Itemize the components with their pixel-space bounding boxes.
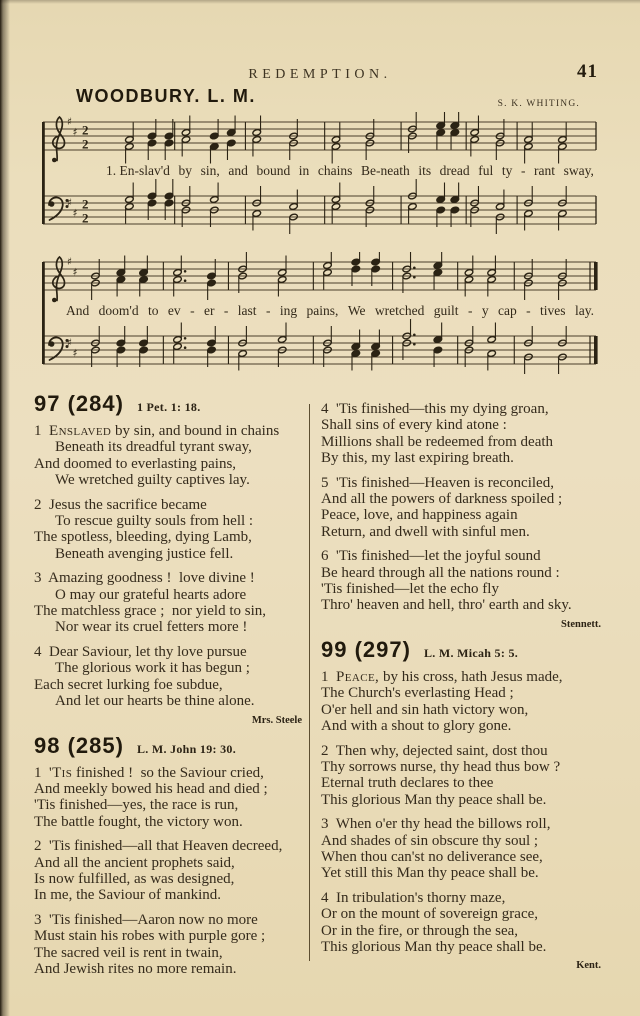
note-chord xyxy=(210,183,219,228)
verse-line: Beneath avenging justice fell. xyxy=(55,545,234,562)
note-chord xyxy=(351,252,360,286)
verse-line: The spotless, bleeding, dying Lamb, xyxy=(34,529,252,546)
verse-line: Shall sins of every kind atone : xyxy=(321,417,507,434)
sharp-sign: ♯ xyxy=(72,347,78,360)
time-signature: 2 xyxy=(82,196,89,212)
binding-shadow xyxy=(0,0,10,1016)
lyric-syllable: And xyxy=(66,303,90,318)
lyric-syllable: er xyxy=(203,303,215,318)
verse-line: And shades of sin obscure thy soul ; xyxy=(321,832,539,849)
time-signature: 2 xyxy=(82,122,89,138)
verse-line: 1 Enslaved by sin, and bound in chains xyxy=(34,423,280,439)
verse-line: 2 Then why, dejected saint, dost thou xyxy=(321,742,548,759)
verse xyxy=(321,890,606,956)
lyric-syllable: ful xyxy=(478,163,494,178)
verse xyxy=(34,570,307,636)
verse xyxy=(34,497,307,563)
verse-line: Eternal truth declares to thee xyxy=(321,775,494,792)
attribution: Mrs. Steele xyxy=(251,714,302,726)
note-chord xyxy=(450,112,459,150)
verse-line: This glorious Man thy peace shall be. xyxy=(321,791,547,808)
note-chord xyxy=(436,183,445,228)
sharp-sign: ♯ xyxy=(67,197,73,209)
verse-line: Must stain his robes with purple gore ; xyxy=(34,928,266,945)
verse-line: 3 Amazing goodness ! love divine ! xyxy=(34,570,255,587)
note-chord xyxy=(289,119,298,160)
verse xyxy=(34,765,307,831)
treble-clef-icon xyxy=(52,257,65,302)
lyric-syllable: - xyxy=(467,303,473,318)
verse xyxy=(321,548,606,614)
lyric-syllable: 1. En-slav'd xyxy=(106,163,170,178)
verse-line: 3 When o'er thy head the billows roll, xyxy=(321,816,551,833)
verse xyxy=(321,743,606,809)
note-chord xyxy=(433,252,442,290)
verse-line: 1 'Tis finished ! so the Saviour cried, xyxy=(34,764,264,781)
lyric-syllable: - xyxy=(526,303,531,318)
lyric-syllable: bound xyxy=(256,163,291,178)
verse xyxy=(34,423,307,489)
lyric-syllable: to xyxy=(148,303,159,318)
sharp-sign: ♯ xyxy=(72,266,78,279)
verse-line: 2 Jesus the sacrifice became xyxy=(34,496,207,513)
lyric-syllable: doom'd xyxy=(98,303,139,318)
verse-line: 'Tis finished—yes, the race is run, xyxy=(34,797,239,814)
lyric-syllable: y xyxy=(481,303,489,318)
sharp-sign: ♯ xyxy=(67,337,73,349)
verse-line: The matchless grace ; nor yield to sin, xyxy=(34,603,267,620)
hymn-meta: L. M. John 19: 30. xyxy=(136,741,237,756)
music-system-1 xyxy=(36,112,602,242)
running-head: REDEMPTION. xyxy=(248,67,392,82)
verse-line: And all the powers of darkness spoiled ; xyxy=(321,491,563,508)
sharp-sign: ♯ xyxy=(67,116,73,128)
verse-line: 2 'Tis finished—all that Heaven decreed, xyxy=(34,838,283,855)
verse-line: Peace, love, and happiness again xyxy=(321,507,518,524)
lyric-syllable: ev xyxy=(167,303,181,318)
verse-line: Or on the mount of sovereign grace, xyxy=(321,906,539,923)
lyric-syllable: sway, xyxy=(563,163,594,178)
small-caps-word: Peace, xyxy=(336,668,380,685)
note-chord xyxy=(408,112,417,153)
verse-line: Beneath its dreadful tyrant sway, xyxy=(55,439,252,456)
verse-line: 4 In tribulation's thorny maze, xyxy=(321,889,506,906)
verse-line: 4 Dear Saviour, let thy love pursue xyxy=(34,643,247,660)
lyric-syllable: and xyxy=(228,163,248,178)
verse xyxy=(321,475,606,541)
note-chord xyxy=(365,119,374,160)
lyric-syllable: its xyxy=(418,163,432,178)
verse-line: 5 'Tis finished—Heaven is reconciled, xyxy=(321,474,554,491)
attribution: Kent. xyxy=(576,960,601,972)
verse-line: 'Tis finished—let the echo fly xyxy=(321,581,499,598)
verse-line: The glorious work it has begun ; xyxy=(55,660,250,677)
note-chord xyxy=(487,323,496,371)
verse-line: And all the ancient prophets said, xyxy=(34,854,235,871)
note-chord xyxy=(402,252,416,293)
note-chord xyxy=(147,179,156,220)
hymn-number: 99 (297) xyxy=(321,636,411,662)
verse-line: Yet still this Man thy peace shall be. xyxy=(321,865,539,882)
system-barline xyxy=(42,122,45,224)
verse-line: In me, the Saviour of mankind. xyxy=(34,887,222,904)
hymn-meta: 1 Pet. 1: 18. xyxy=(136,400,201,414)
verse-line: O may our grateful hearts adore xyxy=(55,586,247,603)
system-barline xyxy=(42,262,45,364)
verse-line: This glorious Man thy peace shall be. xyxy=(321,938,547,955)
note-chord xyxy=(495,119,504,160)
page-top-shadow xyxy=(0,0,640,4)
hymn-number: 98 (285) xyxy=(34,732,124,758)
verse-line: O'er hell and sin hath victory won, xyxy=(321,701,529,718)
verse-line: When thou can'st no deliverance see, xyxy=(321,848,543,865)
note-chord xyxy=(323,252,332,290)
verse-line: And let our hearts be thine alone. xyxy=(55,693,255,710)
lyric-syllable: lay. xyxy=(574,303,594,318)
lyric-syllable: Be-neath xyxy=(360,163,410,178)
verse-line: Nor wear its cruel fetters more ! xyxy=(55,619,248,636)
verse-line: The sacred veil is rent in twain, xyxy=(34,944,223,961)
note-chord xyxy=(147,119,156,160)
lyric-syllable: guilt xyxy=(433,303,459,318)
note-chord xyxy=(470,186,479,227)
lyric-syllable: rant xyxy=(534,163,556,178)
time-signature: 2 xyxy=(82,210,89,226)
lyric-syllable: ty xyxy=(501,163,513,178)
sharp-sign: ♯ xyxy=(72,207,78,220)
verse-line: Is now fulfilled, as was designed, xyxy=(34,870,235,887)
lyric-syllable: tives xyxy=(540,303,566,318)
note-chord xyxy=(210,119,219,164)
verse-line: Thro' heaven and hell, thro' earth and sky. xyxy=(321,597,572,614)
lyric-syllable: - xyxy=(190,303,195,318)
note-chord xyxy=(402,319,416,360)
sharp-sign: ♯ xyxy=(67,256,73,268)
verse-line: We wretched guilty captives lay. xyxy=(55,472,250,489)
treble-clef-icon xyxy=(52,117,65,162)
lyric-syllable: - xyxy=(520,163,526,178)
lyric-syllable: dread xyxy=(439,163,470,178)
hymn-meta: L. M. Micah 5: 5. xyxy=(423,645,519,660)
lyric-syllable: - xyxy=(265,303,271,318)
note-chord xyxy=(207,259,216,300)
verse-line: Return, and dwell with sinful men. xyxy=(321,523,530,540)
note-chord xyxy=(433,323,442,368)
lyric-syllable: wretched xyxy=(374,303,425,318)
lyric-syllable: cap xyxy=(498,303,517,318)
verse-line: Be heard through all the nations round : xyxy=(321,564,560,581)
verse-line: 3 'Tis finished—Aaron now no more xyxy=(34,911,258,928)
note-chord xyxy=(238,252,247,293)
hymn-header xyxy=(34,391,307,417)
lyric-syllable: sin, xyxy=(200,163,220,178)
note-chord xyxy=(436,112,445,150)
verse-line: And meekly bowed his head and died ; xyxy=(34,780,268,797)
small-caps-word: 'Tis xyxy=(49,764,73,781)
verse-line: The battle fought, the victory won. xyxy=(34,813,243,830)
note-chord xyxy=(323,326,332,367)
attribution: Stennett. xyxy=(561,618,601,630)
note-chord xyxy=(164,179,173,220)
verse xyxy=(34,838,307,904)
hymn-header xyxy=(34,733,307,759)
note-chord xyxy=(164,119,173,160)
verse xyxy=(321,669,606,735)
small-caps-word: Enslaved xyxy=(49,423,112,439)
lyric-line-1 xyxy=(106,163,594,179)
sharp-sign: ♯ xyxy=(72,126,78,139)
hymn-number: 97 (284) xyxy=(34,391,124,416)
note-chord xyxy=(91,259,100,300)
note-chord xyxy=(116,326,125,367)
note-chord xyxy=(207,326,216,367)
verse-line: By this, my last expiring breath. xyxy=(321,450,514,467)
time-signature: 2 xyxy=(82,136,89,152)
column-divider xyxy=(309,404,310,961)
verse xyxy=(34,912,307,978)
lyric-syllable: last xyxy=(237,303,257,318)
verse xyxy=(321,401,606,467)
lyric-syllable: in xyxy=(298,163,310,178)
note-chord xyxy=(464,326,473,367)
note-chord xyxy=(139,326,148,367)
verse-line: To rescue guilty souls from hell : xyxy=(55,513,254,530)
note-chord xyxy=(371,252,380,286)
lyric-syllable: chains xyxy=(317,163,353,178)
note-chord xyxy=(181,186,190,227)
composer-credit: S. K. WHITING. xyxy=(497,99,580,109)
right-column xyxy=(321,401,606,978)
verse-line: And with a shout to glory gone. xyxy=(321,718,512,735)
lyric-syllable: pains, xyxy=(306,303,339,318)
note-chord xyxy=(91,326,100,367)
verse-line: Or in the fire, or through the sea, xyxy=(321,922,519,939)
verse-line: 6 'Tis finished—let the joyful sound xyxy=(321,548,541,565)
lyric-syllable: - xyxy=(223,303,229,318)
note-chord xyxy=(450,183,459,228)
left-column xyxy=(34,389,307,985)
verse-line: Each secret lurking foe subdue, xyxy=(34,676,223,693)
lyric-line-2 xyxy=(66,303,594,319)
tune-title: WOODBURY. L. M. xyxy=(76,86,256,106)
verse-line: The Church's everlasting Head ; xyxy=(321,685,514,702)
verse-line: And doomed to everlasting pains, xyxy=(34,455,237,472)
note-chord xyxy=(558,259,567,300)
lyric-syllable: We xyxy=(347,303,366,318)
verse-line: Thy sorrows nurse, thy head thus bow ? xyxy=(321,758,561,775)
verse-line: Millions shall be redeemed from death xyxy=(321,433,554,450)
lyric-syllable: ing xyxy=(279,303,298,318)
verse-line: 1 Peace, by his cross, hath Jesus made, xyxy=(321,668,563,685)
verse-line: And Jewish rites no more remain. xyxy=(34,960,237,977)
verse-line: 4 'Tis finished—this my dying groan, xyxy=(321,401,549,417)
music-system-2 xyxy=(36,252,602,382)
note-chord xyxy=(365,186,374,227)
note-chord xyxy=(524,259,533,300)
note-chord xyxy=(278,323,287,368)
verse xyxy=(34,644,307,710)
hymn-header xyxy=(321,637,606,663)
verse xyxy=(321,816,606,882)
lyric-syllable: by xyxy=(178,163,193,178)
page-number: 41 xyxy=(577,61,598,82)
